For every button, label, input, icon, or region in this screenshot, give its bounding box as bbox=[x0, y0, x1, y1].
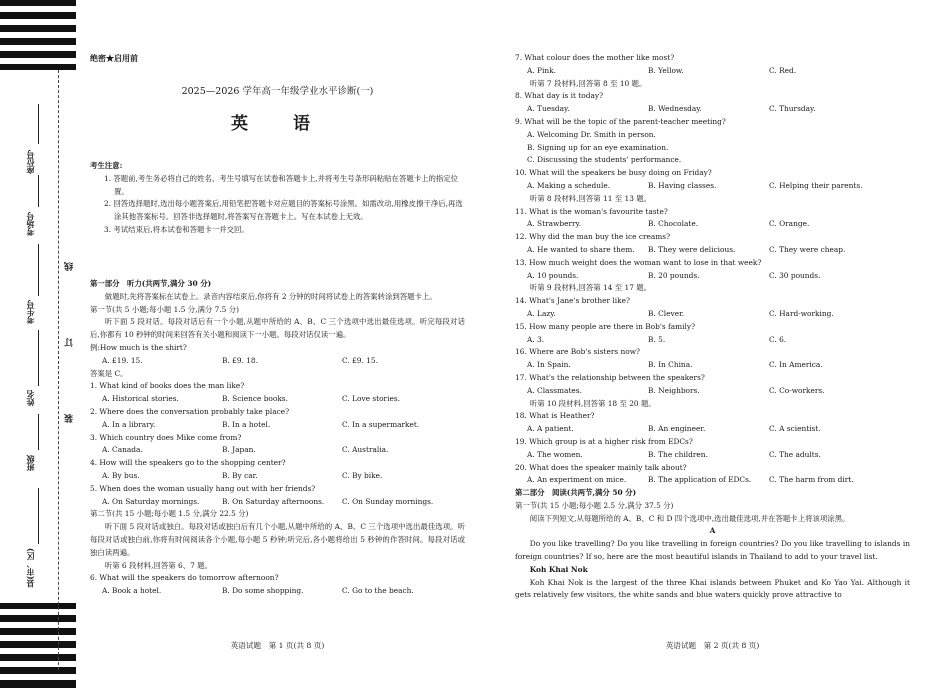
option: B. Japan. bbox=[222, 445, 256, 455]
option: A. Strawberry. bbox=[527, 219, 582, 229]
stripe bbox=[0, 51, 76, 58]
notice-item: 2. 回答选择题时,选出每小题答案后,用铅笔把答题卡对应题目的答案标号涂黑。如需改动,用橡皮擦干净后,再选涂其他答案标号。回答非选择题时,将答案写在答题卡上。写在本试卷上无效。 bbox=[104, 199, 463, 222]
material-note: 听第 10 段材料,回答第 18 至 20 题。 bbox=[529, 398, 656, 408]
questions-block bbox=[515, 52, 910, 602]
question: 18. What is Heather? bbox=[515, 411, 595, 421]
options bbox=[515, 449, 910, 462]
options bbox=[90, 470, 465, 483]
option: C. Red. bbox=[769, 65, 797, 75]
option: C. Australia. bbox=[342, 445, 389, 455]
options bbox=[90, 496, 465, 509]
options bbox=[515, 474, 910, 487]
question: 11. What is the woman's favourite taste? bbox=[515, 206, 668, 216]
stripe bbox=[0, 641, 76, 648]
class-label: 班级 bbox=[25, 455, 35, 471]
option: C. Orange. bbox=[769, 219, 810, 229]
binding-strip bbox=[0, 0, 80, 688]
material-note: 听第 9 段材料,回答第 14 至 17 题。 bbox=[529, 283, 652, 293]
options bbox=[90, 585, 465, 598]
option: C. Thursday. bbox=[769, 104, 816, 114]
exam-room-label: 考场号 bbox=[25, 212, 35, 236]
example-question: 例:How much is the shirt? bbox=[90, 342, 187, 352]
options bbox=[515, 244, 910, 257]
section2-intro: 听下面 5 段对话或独白。每段对话或独白后有几个小题,从题中所给的 A、B、C 三个选项中选出最佳选项。听每段对话或独白前,你将有时间阅读各个小题,每小题 5 秒钟;听完后,各小题将给出 5 秒钟的作答时间。每段对话或独白读两遍。 bbox=[90, 522, 465, 557]
options bbox=[515, 423, 910, 436]
option: A. 10 pounds. bbox=[527, 270, 579, 280]
stripe bbox=[0, 667, 76, 674]
option: A. Tuesday. bbox=[527, 104, 570, 114]
part2-title: 第二部分 阅读(共两节,满分 50 分) bbox=[515, 488, 637, 498]
question: 8. What day is it today? bbox=[515, 91, 604, 101]
seal-line-char: 线 bbox=[65, 262, 75, 271]
option: B. Science books. bbox=[222, 394, 288, 404]
option: A. Classmates. bbox=[527, 385, 582, 395]
question: 17. What's the relationship between the speakers? bbox=[515, 372, 705, 382]
option: C. A scientist. bbox=[769, 424, 821, 434]
name-field[interactable] bbox=[38, 330, 39, 386]
part2-section1-title: 第一节(共 15 小题;每小题 2.5 分,满分 37.5 分) bbox=[515, 500, 674, 510]
question: 7. What colour does the mother like most? bbox=[515, 53, 675, 62]
option: A. On Saturday mornings. bbox=[102, 496, 200, 506]
class-field[interactable] bbox=[38, 414, 39, 450]
option: A. In a library. bbox=[102, 419, 156, 429]
options bbox=[90, 393, 465, 406]
option: C. 30 pounds. bbox=[769, 270, 821, 280]
options bbox=[515, 65, 910, 78]
example-answer: 答案是 C。 bbox=[90, 368, 128, 378]
option: A. £19. 15. bbox=[102, 355, 143, 365]
option: B. Signing up for an eye examination. bbox=[527, 142, 669, 152]
option: A. 3. bbox=[527, 334, 545, 344]
stripe bbox=[0, 680, 76, 688]
section2-title: 第二节(共 15 小题;每小题 1.5 分,满分 22.5 分) bbox=[90, 509, 249, 519]
section1-title: 第一节(共 5 小题;每小题 1.5 分,满分 7.5 分) bbox=[90, 304, 239, 314]
option: C. In a supermarket. bbox=[342, 419, 420, 429]
section1-intro: 听下面 5 段对话。每段对话后有一个小题,从题中所给的 A、B、C 三个选项中选出最佳选项。听完每段对话后,你都有 10 秒钟的时间来回答有关小题和阅读下一小题。每段对话仅读一遍。 bbox=[90, 317, 465, 340]
question: 16. Where are Bob's sisters now? bbox=[515, 347, 641, 357]
page-footer: 英语试题 第 1 页(共 8 页) bbox=[230, 641, 325, 650]
option: C. Love stories. bbox=[342, 394, 400, 404]
option: A. Book a hotel. bbox=[102, 586, 162, 596]
passage-letter: A bbox=[709, 526, 716, 536]
question: 2. Where does the conversation probably take place? bbox=[90, 406, 290, 416]
option: B. £9. 18. bbox=[222, 355, 258, 365]
option: B. In China. bbox=[648, 360, 693, 370]
stripe bbox=[0, 0, 76, 6]
option: B. Having classes. bbox=[648, 180, 717, 190]
option: C. Go to the beach. bbox=[342, 586, 414, 596]
option: A. In Spain. bbox=[527, 360, 571, 370]
option: C. 6. bbox=[769, 334, 787, 344]
name-label: 姓名 bbox=[25, 390, 35, 406]
options bbox=[515, 270, 910, 283]
options bbox=[515, 103, 910, 116]
material-note: 听第 6 段材料,回答第 6、7 题。 bbox=[104, 560, 212, 570]
question: 14. What's Jane's brother like? bbox=[515, 296, 630, 306]
options bbox=[515, 129, 910, 167]
option: C. Discussing the students' performance. bbox=[527, 155, 682, 165]
option: B. On Saturday afternoons. bbox=[222, 496, 325, 506]
option: C. On Sunday mornings. bbox=[342, 496, 434, 506]
option: B. 20 pounds. bbox=[648, 270, 700, 280]
student-id-field[interactable] bbox=[38, 244, 39, 296]
county-field[interactable] bbox=[38, 488, 39, 544]
option: A. Lazy. bbox=[527, 308, 556, 318]
options bbox=[515, 359, 910, 372]
option: A. Historical stories. bbox=[102, 394, 179, 404]
option: C. Hard-working. bbox=[769, 308, 834, 318]
notice-title: 考生注意: bbox=[90, 161, 123, 170]
question: 10. What will the speakers be busy doing on Friday? bbox=[515, 168, 712, 178]
question: 6. What will the speakers do tomorrow afternoon? bbox=[90, 573, 279, 583]
option: C. £9. 15. bbox=[342, 355, 378, 365]
option: A. Canada. bbox=[102, 445, 143, 455]
question: 5. When does the woman usually hang out with her friends? bbox=[90, 483, 316, 493]
example-options bbox=[90, 355, 465, 368]
stripe bbox=[0, 64, 76, 70]
notice-item: 1. 答题前,考生务必将自己的姓名、考生号填写在试卷和答题卡上,并将考生号条形码粘贴在答题卡上的指定位置。 bbox=[104, 173, 459, 196]
option: B. In a hotel. bbox=[222, 419, 271, 429]
option: B. They were delicious. bbox=[648, 244, 736, 254]
stripe bbox=[0, 12, 76, 19]
exam-room-field[interactable] bbox=[38, 175, 39, 207]
option: A. Welcoming Dr. Smith in person. bbox=[527, 129, 656, 139]
passage-heading: Koh Khai Nok bbox=[529, 564, 588, 574]
option: B. Yellow. bbox=[648, 65, 684, 75]
option: B. Wednesday. bbox=[648, 104, 702, 114]
question: 19. Which group is at a higher risk from EDCs? bbox=[515, 436, 693, 446]
options bbox=[515, 218, 910, 231]
option: C. The harm from dirt. bbox=[769, 475, 854, 485]
notice-box bbox=[90, 160, 465, 237]
part1-title: 第一部分 听力(共两节,满分 30 分) bbox=[90, 279, 212, 288]
options bbox=[90, 419, 465, 432]
options bbox=[515, 385, 910, 398]
material-note: 听第 8 段材料,回答第 11 至 13 题。 bbox=[529, 193, 652, 203]
confidential-mark: 绝密★启用前 bbox=[90, 53, 138, 63]
option: B. Chocolate. bbox=[648, 219, 699, 229]
option: B. Do some shopping. bbox=[222, 586, 304, 596]
options bbox=[515, 334, 910, 347]
stripe bbox=[0, 654, 76, 661]
passage-paragraph: Koh Khai Nok is the largest of the three Khai islands between Phuket and Ko Yao Yai. Although it gets relatively few visitors, the white sands and blue waters quickly prove attractive to bbox=[515, 577, 910, 600]
part1-intro: 做题时,先将答案标在试卷上。录音内容结束后,你将有 2 分钟的时间将试卷上的答案转涂到答题卡上。 bbox=[104, 291, 437, 301]
stripe bbox=[0, 628, 76, 635]
part2-intro: 阅读下列短文,从每题所给的 A、B、C 和 D 四个选项中,选出最佳选项,并在答题卡上将该项涂黑。 bbox=[529, 513, 850, 523]
question: 9. What will be the topic of the parent-teacher meeting? bbox=[515, 116, 726, 126]
option: C. Helping their parents. bbox=[769, 180, 863, 190]
option: B. 5. bbox=[648, 334, 666, 344]
options bbox=[515, 308, 910, 321]
question: 4. How will the speakers go to the shopping center? bbox=[90, 458, 286, 468]
page-2 bbox=[515, 0, 910, 688]
option: A. Pink. bbox=[527, 65, 556, 75]
option: B. Neighbors. bbox=[648, 385, 700, 395]
seal-dashed-line bbox=[58, 70, 59, 670]
options bbox=[515, 180, 910, 193]
option: B. By car. bbox=[222, 470, 258, 480]
page-footer: 英语试题 第 2 页(共 8 页) bbox=[665, 641, 760, 650]
option: B. An engineer. bbox=[648, 424, 706, 434]
question: 1. What kind of books does the man like? bbox=[90, 381, 245, 391]
question: 3. Which country does Mike come from? bbox=[90, 432, 242, 442]
stripe bbox=[0, 615, 76, 622]
option: B. Clever. bbox=[648, 308, 685, 318]
option: A. An experiment on mice. bbox=[527, 475, 627, 485]
question: 12. Why did the man buy the ice creams? bbox=[515, 232, 671, 242]
option: B. The application of EDCs. bbox=[648, 475, 752, 485]
subject-title: 英 语 bbox=[231, 114, 324, 134]
material-note: 听第 7 段材料,回答第 8 至 10 题。 bbox=[529, 78, 647, 88]
seat-field[interactable] bbox=[38, 104, 39, 144]
option: A. Making a schedule. bbox=[527, 180, 611, 190]
option: B. The children. bbox=[648, 449, 708, 459]
seal-bind-char: 订 bbox=[65, 338, 75, 347]
options bbox=[90, 444, 465, 457]
seat-label: 座位号 bbox=[25, 150, 35, 174]
option: C. Co-workers. bbox=[769, 385, 825, 395]
stripe bbox=[0, 25, 76, 32]
exam-title: 2025—2026 学年高一年级学业水平诊断(一) bbox=[181, 86, 374, 97]
question: 15. How many people are there in Bob's family? bbox=[515, 321, 696, 331]
question: 20. What does the speaker mainly talk about? bbox=[515, 462, 687, 472]
option: C. By bike. bbox=[342, 470, 383, 480]
option: A. A patient. bbox=[527, 424, 574, 434]
stripe bbox=[0, 38, 76, 45]
passage-paragraph: Do you like travelling? Do you like travelling in foreign countries? Do you like travelling to islands in foreign countries? If so, here are the most beautiful islands in Thailand to add to your travel list. bbox=[515, 539, 910, 562]
option: C. They were cheap. bbox=[769, 244, 846, 254]
part-1 bbox=[90, 278, 465, 598]
option: A. The women. bbox=[527, 449, 583, 459]
notice-item: 3. 考试结束后,将本试卷和答题卡一并交回。 bbox=[104, 224, 249, 234]
county-label: 县(市、区) bbox=[25, 548, 35, 588]
seal-install-char: 装 bbox=[65, 414, 75, 423]
page-1 bbox=[90, 0, 465, 688]
stripe bbox=[0, 603, 76, 609]
student-id-label: 考生号 bbox=[25, 300, 35, 324]
option: C. The adults. bbox=[769, 449, 821, 459]
option: A. He wanted to share them. bbox=[527, 244, 635, 254]
option: C. In America. bbox=[769, 360, 823, 370]
option: A. By bus. bbox=[102, 470, 140, 480]
question: 13. How much weight does the woman want to lose in that week? bbox=[515, 257, 762, 267]
